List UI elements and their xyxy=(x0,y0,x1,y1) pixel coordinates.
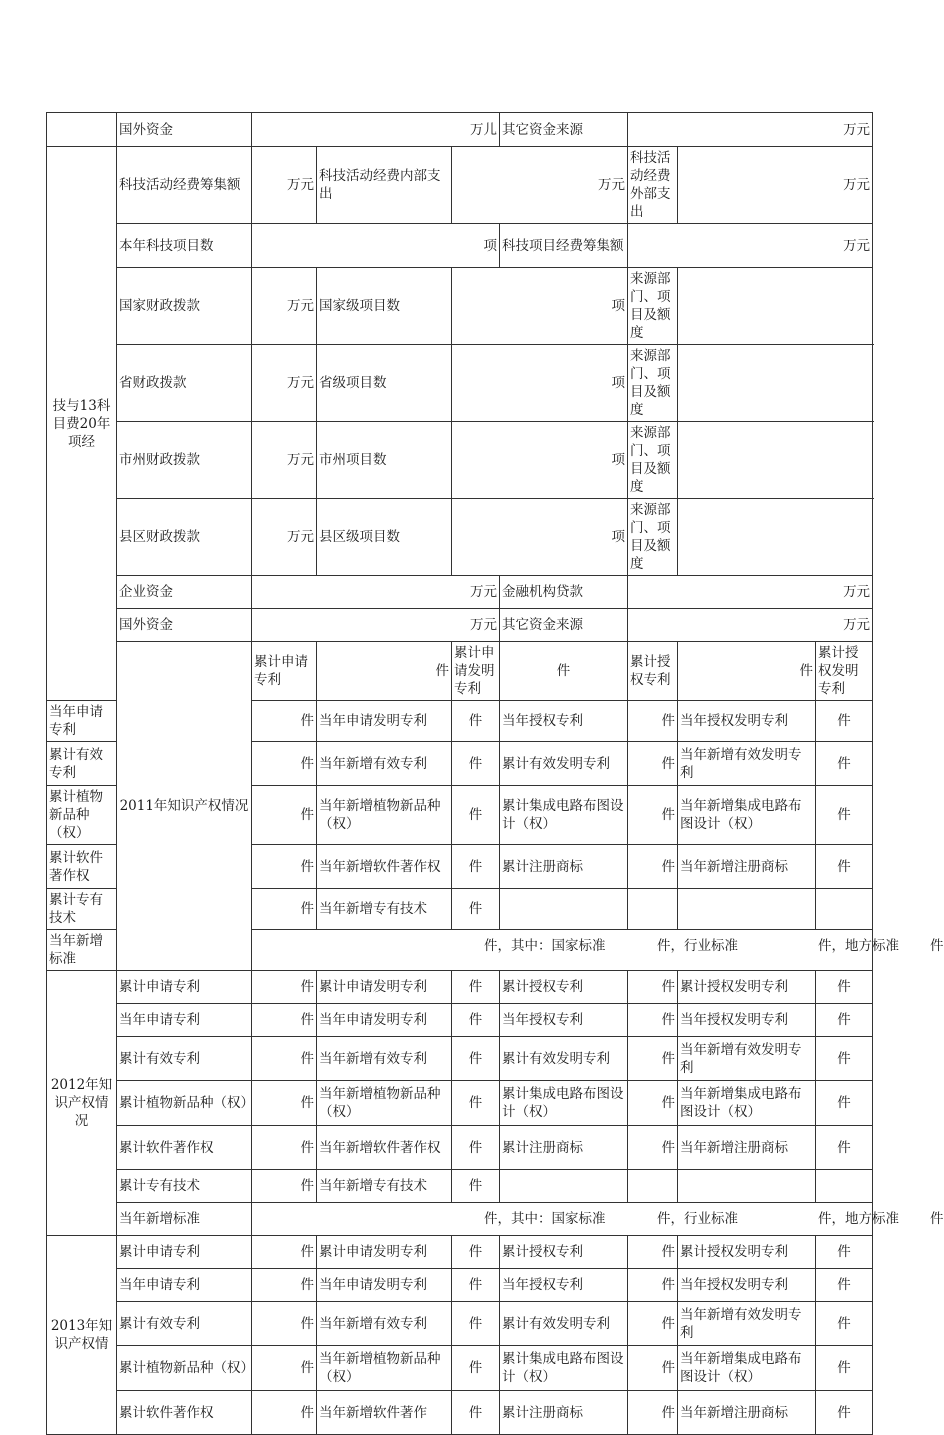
ip-item-value[interactable]: 件 xyxy=(452,1269,500,1302)
ip-item-label: 累计专有技术 xyxy=(47,889,117,930)
standards-value[interactable] xyxy=(252,1203,944,1236)
form-page xyxy=(46,112,944,1435)
ip-item-label: 当年新增专有技术 xyxy=(317,1170,452,1203)
ip-item-label: 当年授权发明专利 xyxy=(678,1269,816,1302)
ip-item-value[interactable]: 件 xyxy=(252,1004,317,1037)
ip-item-value[interactable]: 件 xyxy=(628,1081,678,1126)
ip-item-value[interactable]: 件 xyxy=(816,1126,873,1170)
project-count-label: 本年科技项目数 xyxy=(117,224,252,268)
standards-national-unit: 件，行业标准 xyxy=(657,938,738,954)
ip-item-value[interactable]: 件 xyxy=(252,701,317,742)
gov-project-label: 国家级项目数 xyxy=(317,268,452,345)
gov-funding-row xyxy=(47,422,873,499)
ip-item-label: 当年新增软件著作权 xyxy=(317,1126,452,1170)
internal-spend-value[interactable]: 万元 xyxy=(452,147,628,224)
gov-project-value[interactable]: 项 xyxy=(452,345,628,422)
ip-item-value[interactable]: 件 xyxy=(816,1037,873,1081)
ip-item-label: 累计软件著作权 xyxy=(117,1391,252,1435)
ip-item-value[interactable]: 件 xyxy=(452,1170,500,1203)
foreign-funding-row xyxy=(47,609,873,642)
ip-row xyxy=(47,1236,873,1269)
ip-item-label: 当年新增有效专利 xyxy=(317,742,452,786)
ip-item-value[interactable]: 件 xyxy=(452,971,500,1004)
gov-project-value[interactable]: 项 xyxy=(452,422,628,499)
internal-spend-label: 科技活动经费内部支出 xyxy=(317,147,452,224)
ip-item-value[interactable]: 件 xyxy=(816,1236,873,1269)
ip-item-label: 累计植物新品种（权） xyxy=(47,786,117,845)
ip-item-value[interactable]: 件 xyxy=(252,1302,317,1346)
ip-item-label: 当年授权专利 xyxy=(500,701,628,742)
gov-project-value[interactable]: 项 xyxy=(452,499,628,576)
ip-item-label: 当年新增集成电路布图设计（权） xyxy=(678,1081,816,1126)
ip-item-value[interactable]: 件 xyxy=(816,1302,873,1346)
funding-row-projects xyxy=(47,224,873,268)
ip-item-label: 累计软件著作权 xyxy=(47,845,117,889)
gov-project-label: 省级项目数 xyxy=(317,345,452,422)
ip-item-label: 累计植物新品种（权） xyxy=(117,1346,252,1391)
ip-item-value[interactable]: 件 xyxy=(628,1346,678,1391)
standards-value[interactable] xyxy=(252,930,944,971)
gov-funding-value[interactable]: 万元 xyxy=(252,345,317,422)
ip-item-value[interactable]: 件 xyxy=(452,701,500,742)
gov-source-label: 来源部门、项目及额度 xyxy=(628,268,678,345)
ip-item-label: 累计申请发明专利 xyxy=(317,971,452,1004)
ip-standards-row xyxy=(47,1203,873,1236)
ip-item-label: 累计集成电路布图设计（权） xyxy=(500,1346,628,1391)
ip-item-label: 当年申请发明专利 xyxy=(317,1004,452,1037)
ip-item-value[interactable]: 件 xyxy=(252,786,317,845)
gov-funding-row xyxy=(47,268,873,345)
ip-item-label: 当年新增有效发明专利 xyxy=(678,1302,816,1346)
ip-item-label: 当年新增软件著作 xyxy=(317,1391,452,1435)
ip-item-label: 当年新增注册商标 xyxy=(678,845,816,889)
foreign-label: 国外资金 xyxy=(117,609,252,642)
ip-item-label: 累计注册商标 xyxy=(500,1391,628,1435)
ip-item-value[interactable]: 件 xyxy=(628,742,678,786)
ip-item-value[interactable]: 件 xyxy=(452,1126,500,1170)
ip-item-value[interactable]: 件 xyxy=(500,642,628,701)
foreign-value[interactable]: 万元 xyxy=(252,609,500,642)
ip-item-label: 当年授权发明专利 xyxy=(678,1004,816,1037)
ip-item-value[interactable] xyxy=(628,889,678,930)
standards-label: 当年新增标准 xyxy=(117,1203,252,1236)
standards-national-unit: 件，行业标准 xyxy=(657,1211,738,1227)
ip-item-label: 当年新增有效发明专利 xyxy=(678,1037,816,1081)
gov-source-label: 来源部门、项目及额度 xyxy=(628,499,678,576)
ip-item-label: 当年申请发明专利 xyxy=(317,1269,452,1302)
ip-item-label: 当年新增有效专利 xyxy=(317,1302,452,1346)
ip-item-label xyxy=(500,1170,628,1203)
ip-item-value[interactable]: 件 xyxy=(628,701,678,742)
enterprise-value[interactable]: 万元 xyxy=(252,576,500,609)
ip-item-label: 当年申请专利 xyxy=(117,1269,252,1302)
ip-item-value[interactable]: 件 xyxy=(816,786,873,845)
ip-item-label: 累计申请发明专利 xyxy=(452,642,500,701)
ip-row xyxy=(47,1391,873,1435)
ip-item-label: 累计植物新品种（权） xyxy=(117,1081,252,1126)
enterprise-other-label: 金融机构贷款 xyxy=(500,576,628,609)
ip-item-value[interactable]: 件 xyxy=(252,889,317,930)
funding-ip-form-table xyxy=(46,112,944,1435)
ip-item-value[interactable]: 件 xyxy=(252,1391,317,1435)
gov-project-label: 市州项目数 xyxy=(317,422,452,499)
ip-item-value[interactable]: 件 xyxy=(252,845,317,889)
gov-funding-value[interactable]: 万元 xyxy=(252,499,317,576)
ip-row xyxy=(47,971,873,1004)
ip-item-label xyxy=(678,889,816,930)
gov-source-value[interactable] xyxy=(678,422,873,499)
gov-source-label: 来源部门、项目及额度 xyxy=(628,422,678,499)
gov-funding-label: 市州财政拨款 xyxy=(117,422,252,499)
gov-source-value[interactable] xyxy=(678,268,873,345)
ip-item-value[interactable]: 件 xyxy=(816,742,873,786)
ip-item-value[interactable]: 件 xyxy=(816,845,873,889)
ip-item-label: 当年授权发明专利 xyxy=(678,701,816,742)
top-foreign-row xyxy=(47,113,873,147)
ip-item-label: 累计有效发明专利 xyxy=(500,1302,628,1346)
ip-item-value[interactable]: 件 xyxy=(252,1081,317,1126)
ip-item-label: 累计有效发明专利 xyxy=(500,742,628,786)
project-funding-value[interactable]: 万元 xyxy=(628,224,873,268)
ip-item-label: 累计申请专利 xyxy=(117,1236,252,1269)
funding-section-label: 技与13科目费20年项经 xyxy=(47,147,117,701)
ip-row xyxy=(47,1004,873,1037)
ip-item-label: 累计授权专利 xyxy=(500,971,628,1004)
ip-item-value[interactable]: 件 xyxy=(628,845,678,889)
ip-item-label: 当年新增集成电路布图设计（权） xyxy=(678,786,816,845)
ip-item-label: 累计有效专利 xyxy=(117,1037,252,1081)
ip-item-value[interactable]: 件 xyxy=(816,1081,873,1126)
standards-total-unit: 件，其中：国家标准 xyxy=(484,1211,606,1227)
ip-row xyxy=(47,642,873,701)
project-funding-label: 科技项目经费筹集额 xyxy=(500,224,628,268)
ip-item-label: 累计软件著作权 xyxy=(117,1126,252,1170)
ip-section-label: 2013年知识产权情 xyxy=(47,1236,117,1435)
standards-local-unit: 件 xyxy=(930,1211,944,1227)
ip-item-label: 当年新增有效发明专利 xyxy=(678,742,816,786)
ip-row xyxy=(47,1269,873,1302)
ip-item-value[interactable]: 件 xyxy=(252,1037,317,1081)
top-other-value[interactable]: 万元 xyxy=(628,113,873,147)
ip-item-label: 累计申请专利 xyxy=(252,642,317,701)
ip-item-label: 当年新增有效专利 xyxy=(317,1037,452,1081)
ip-item-value[interactable]: 件 xyxy=(628,1004,678,1037)
ip-item-value[interactable]: 件 xyxy=(252,1269,317,1302)
ip-item-label: 累计授权发明专利 xyxy=(816,642,873,701)
ip-item-label: 当年申请发明专利 xyxy=(317,701,452,742)
ip-item-value[interactable]: 件 xyxy=(816,1391,873,1435)
ip-item-value[interactable]: 件 xyxy=(252,971,317,1004)
ip-item-label: 累计注册商标 xyxy=(500,845,628,889)
ip-item-value[interactable]: 件 xyxy=(816,1004,873,1037)
ip-item-value[interactable]: 件 xyxy=(452,1302,500,1346)
ip-item-value[interactable]: 件 xyxy=(317,642,452,701)
ip-section-label: 2011年知识产权情况 xyxy=(117,642,252,971)
external-spend-value[interactable]: 万元 xyxy=(678,147,873,224)
standards-industry-unit: 件，地方标准 xyxy=(818,1211,899,1227)
external-spend-label: 科技活动经费外部支出 xyxy=(628,147,678,224)
ip-item-value[interactable]: 件 xyxy=(252,1346,317,1391)
ip-item-value[interactable]: 件 xyxy=(678,642,816,701)
ip-item-value[interactable]: 件 xyxy=(816,1269,873,1302)
project-count-value[interactable]: 项 xyxy=(252,224,500,268)
ip-item-value[interactable]: 件 xyxy=(628,1391,678,1435)
ip-item-label: 当年申请专利 xyxy=(117,1004,252,1037)
enterprise-other-value[interactable]: 万元 xyxy=(628,576,873,609)
ip-item-label: 当年新增专有技术 xyxy=(317,889,452,930)
gov-funding-row xyxy=(47,345,873,422)
enterprise-funding-row xyxy=(47,576,873,609)
standards-industry-unit: 件，地方标准 xyxy=(818,938,899,954)
ip-item-label: 累计授权发明专利 xyxy=(678,1236,816,1269)
ip-row xyxy=(47,1346,873,1391)
enterprise-label: 企业资金 xyxy=(117,576,252,609)
ip-item-value[interactable]: 件 xyxy=(628,786,678,845)
ip-item-value[interactable]: 件 xyxy=(252,1170,317,1203)
gov-funding-label: 省财政拨款 xyxy=(117,345,252,422)
gov-source-value[interactable] xyxy=(678,345,873,422)
foreign-other-value[interactable]: 万元 xyxy=(628,609,873,642)
top-foreign-value[interactable]: 万儿 xyxy=(252,113,500,147)
ip-item-value[interactable] xyxy=(628,1170,678,1203)
ip-item-value[interactable]: 件 xyxy=(452,1037,500,1081)
standards-label: 当年新增标准 xyxy=(47,930,117,971)
raised-label: 科技活动经费筹集额 xyxy=(117,147,252,224)
ip-item-value[interactable]: 件 xyxy=(628,971,678,1004)
ip-item-label: 累计申请专利 xyxy=(117,971,252,1004)
ip-item-label: 累计申请发明专利 xyxy=(317,1236,452,1269)
ip-item-value[interactable]: 件 xyxy=(452,1236,500,1269)
ip-item-label xyxy=(500,889,628,930)
gov-funding-value[interactable]: 万元 xyxy=(252,268,317,345)
ip-item-value[interactable]: 件 xyxy=(628,1236,678,1269)
gov-project-label: 县区级项目数 xyxy=(317,499,452,576)
ip-item-value[interactable]: 件 xyxy=(452,1004,500,1037)
ip-item-label: 当年授权专利 xyxy=(500,1004,628,1037)
ip-item-label: 累计有效发明专利 xyxy=(500,1037,628,1081)
ip-item-value[interactable] xyxy=(816,1170,873,1203)
ip-item-value[interactable]: 件 xyxy=(628,1126,678,1170)
ip-item-value[interactable]: 件 xyxy=(452,786,500,845)
ip-item-value[interactable]: 件 xyxy=(452,742,500,786)
gov-source-value[interactable] xyxy=(678,499,873,576)
ip-item-value[interactable]: 件 xyxy=(816,971,873,1004)
ip-item-value[interactable]: 件 xyxy=(452,1081,500,1126)
gov-funding-label: 县区财政拨款 xyxy=(117,499,252,576)
ip-item-label: 当年新增软件著作权 xyxy=(317,845,452,889)
ip-item-label: 累计有效专利 xyxy=(117,1302,252,1346)
ip-item-label: 当年新增植物新品种（权） xyxy=(317,1081,452,1126)
ip-row xyxy=(47,1037,873,1081)
ip-row xyxy=(47,1170,873,1203)
gov-project-value[interactable]: 项 xyxy=(452,268,628,345)
ip-item-value[interactable]: 件 xyxy=(816,701,873,742)
ip-item-label: 累计授权发明专利 xyxy=(678,971,816,1004)
ip-item-label: 累计专有技术 xyxy=(117,1170,252,1203)
standards-total-unit: 件，其中：国家标准 xyxy=(484,938,606,954)
raised-value[interactable]: 万元 xyxy=(252,147,317,224)
top-blank-cell xyxy=(47,113,117,147)
standards-local-unit: 件 xyxy=(930,938,944,954)
gov-funding-label: 国家财政拨款 xyxy=(117,268,252,345)
ip-item-label: 当年新增植物新品种（权） xyxy=(317,786,452,845)
ip-item-value[interactable]: 件 xyxy=(252,1236,317,1269)
top-foreign-label: 国外资金 xyxy=(117,113,252,147)
ip-item-value[interactable] xyxy=(816,889,873,930)
ip-item-label: 累计授权专利 xyxy=(500,1236,628,1269)
ip-item-label: 当年新增植物新品种（权） xyxy=(317,1346,452,1391)
ip-item-value[interactable]: 件 xyxy=(452,845,500,889)
ip-item-value[interactable]: 件 xyxy=(628,1269,678,1302)
ip-item-label: 累计集成电路布图设计（权） xyxy=(500,1081,628,1126)
ip-item-label: 当年申请专利 xyxy=(47,701,117,742)
gov-funding-row xyxy=(47,499,873,576)
ip-item-label: 累计注册商标 xyxy=(500,1126,628,1170)
ip-item-label xyxy=(678,1170,816,1203)
ip-item-value[interactable]: 件 xyxy=(452,1391,500,1435)
gov-source-label: 来源部门、项目及额度 xyxy=(628,345,678,422)
ip-item-value[interactable]: 件 xyxy=(252,1126,317,1170)
ip-item-label: 当年新增注册商标 xyxy=(678,1391,816,1435)
ip-item-value[interactable]: 件 xyxy=(628,1302,678,1346)
ip-item-label: 累计集成电路布图设计（权） xyxy=(500,786,628,845)
ip-row xyxy=(47,1126,873,1170)
ip-item-label: 当年授权专利 xyxy=(500,1269,628,1302)
ip-item-value[interactable]: 件 xyxy=(816,1346,873,1391)
ip-row xyxy=(47,1081,873,1126)
ip-item-label: 累计授权专利 xyxy=(628,642,678,701)
ip-item-value[interactable]: 件 xyxy=(452,1346,500,1391)
ip-item-value[interactable]: 件 xyxy=(628,1037,678,1081)
foreign-other-label: 其它资金来源 xyxy=(500,609,628,642)
top-other-label: 其它资金来源 xyxy=(500,113,628,147)
gov-funding-value[interactable]: 万元 xyxy=(252,422,317,499)
funding-row-raised xyxy=(47,147,873,224)
ip-item-value[interactable]: 件 xyxy=(252,742,317,786)
ip-item-label: 当年新增注册商标 xyxy=(678,1126,816,1170)
ip-item-value[interactable]: 件 xyxy=(452,889,500,930)
ip-item-label: 当年新增集成电路布图设计（权） xyxy=(678,1346,816,1391)
ip-section-label: 2012年知识产权情况 xyxy=(47,971,117,1236)
ip-item-label: 累计有效专利 xyxy=(47,742,117,786)
ip-row xyxy=(47,1302,873,1346)
